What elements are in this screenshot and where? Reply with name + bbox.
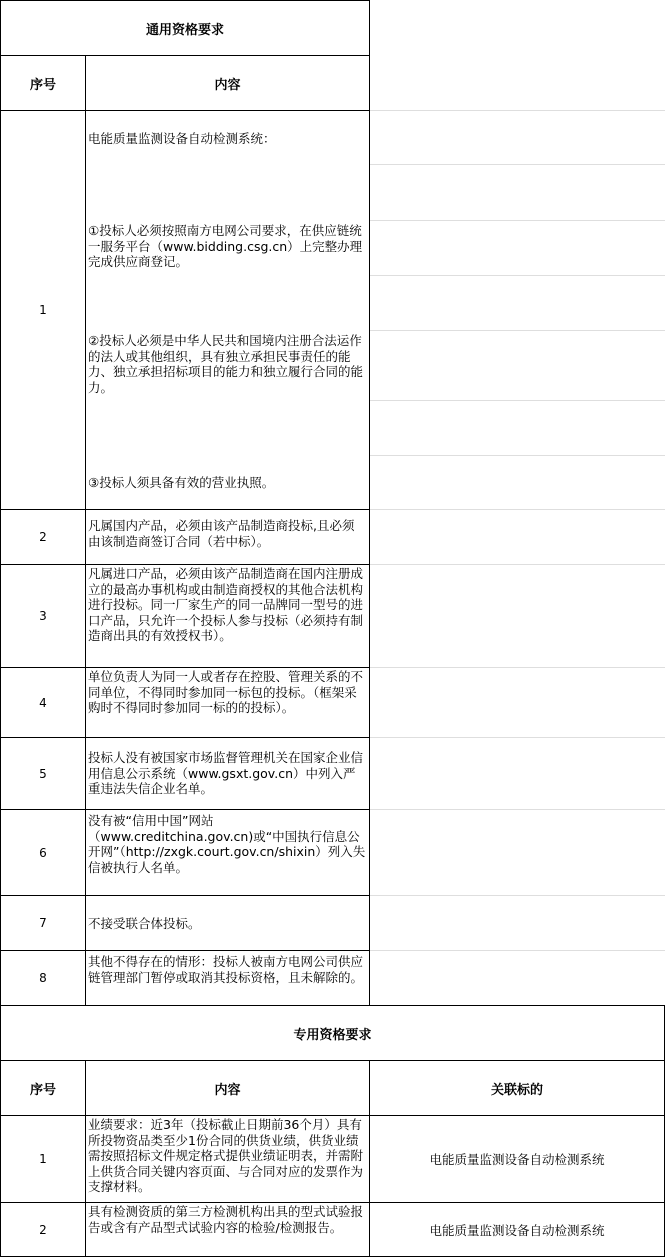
general-row-2-no: 2 <box>39 530 47 544</box>
general-row-4-content: 单位负责人为同一人或者存在控股、管理关系的不同单位，不得同时参加同一标包的投标。（框架采购时不得同时参加同一标的的投标）。 <box>88 669 364 715</box>
general-header-no: 序号 <box>29 77 56 93</box>
row-1-paragraph-4: ③投标人须具备有效的营业执照。 <box>88 475 275 490</box>
gridline <box>370 564 665 565</box>
general-row-6-no: 6 <box>39 845 47 860</box>
gridline <box>370 509 665 510</box>
special-header-content: 内容 <box>214 1082 241 1098</box>
gridline <box>370 667 665 668</box>
gridline <box>370 895 665 896</box>
general-row-2-content: 凡属国内产品，必须由该产品制造商投标,且必须由该制造商签订合同（若中标）。 <box>88 518 355 549</box>
special-section-title: 专用资格要求 <box>293 1027 372 1043</box>
special-row-1-no: 1 <box>39 1152 47 1166</box>
gridline <box>370 455 665 456</box>
general-row-1-content <box>86 111 369 509</box>
gridline <box>370 809 665 810</box>
row-1-paragraph-2: ①投标人必须按照南方电网公司要求，在供应链统一服务平台（www.bidding.csg.cn）上完整办理完成供应商登记。 <box>88 223 363 269</box>
general-row-5-no: 5 <box>39 766 47 781</box>
general-row-3-no: 3 <box>39 609 47 623</box>
gridline <box>370 164 665 165</box>
general-row-5-content: 投标人没有被国家市场监督管理机关在国家企业信用信息公示系统（www.gsxt.gov.cn）中列入严重违法失信企业名单。 <box>88 750 364 796</box>
row-1-paragraph-3: ②投标人必须是中华人民共和国境内注册合法运作的法人或其他组织，具有独立承担民事责任的能力、独立承担招标项目的能力和独立履行合同的能力。 <box>88 333 364 395</box>
general-row-6-content: 没有被“信用中国”网站（www.creditchina.gov.cn)或“中国执行信息公开网”（http://zxgk.court.gov.cn/shixin）列入失信被执行人名单。 <box>88 813 366 875</box>
special-row-1-related: 电能质量监测设备自动检测系统 <box>429 1152 605 1167</box>
special-row-2-no: 2 <box>39 1222 47 1237</box>
general-section-title: 通用资格要求 <box>145 22 224 38</box>
special-header-related: 关联标的 <box>490 1082 543 1098</box>
gridline <box>370 737 665 738</box>
general-header-content: 内容 <box>214 77 241 93</box>
special-row-1-content: 业绩要求：近3年（投标截止日期前36个月）具有所投物资品类至少1份合同的供货业绩，供货业绩需按照招标文件规定格式提供业绩证明表，并需附上供货合同关键内容页面、与合同对应的发票作为支撑材料。 <box>88 1117 364 1194</box>
general-row-8-content: 其他不得存在的情形：投标人被南方电网公司供应链管理部门暂停或取消其投标资格，且未解除的。 <box>88 954 364 985</box>
gridline <box>370 330 665 331</box>
general-row-3-content: 凡属进口产品，必须由该产品制造商在国内注册成立的最高办事机构或由制造商授权的其他合法机构进行投标。同一厂家生产的同一品牌同一型号的进口产品，只允许一个投标人参与投标（必须持有制造商出具的有效授权书）。 <box>88 566 364 643</box>
general-row-4-no: 4 <box>39 695 47 710</box>
general-row-1-no: 1 <box>39 303 47 317</box>
grid-line <box>369 0 370 1005</box>
general-row-7-no: 7 <box>39 916 47 930</box>
special-header-no: 序号 <box>29 1082 56 1098</box>
gridline <box>370 220 665 221</box>
gridline <box>370 110 665 111</box>
gridline <box>370 275 665 276</box>
row-1-paragraph-1: 电能质量监测设备自动检测系统： <box>88 131 276 146</box>
general-row-7-content: 不接受联合体投标。 <box>88 916 201 931</box>
gridline <box>370 400 665 401</box>
special-row-2-related: 电能质量监测设备自动检测系统 <box>429 1222 605 1238</box>
gridline <box>370 950 665 951</box>
special-row-2-content: 具有检测资质的第三方检测机构出具的型式试验报告或含有产品型式试验内容的检验/检测报告。 <box>88 1204 364 1235</box>
general-row-8-no: 8 <box>39 971 47 985</box>
